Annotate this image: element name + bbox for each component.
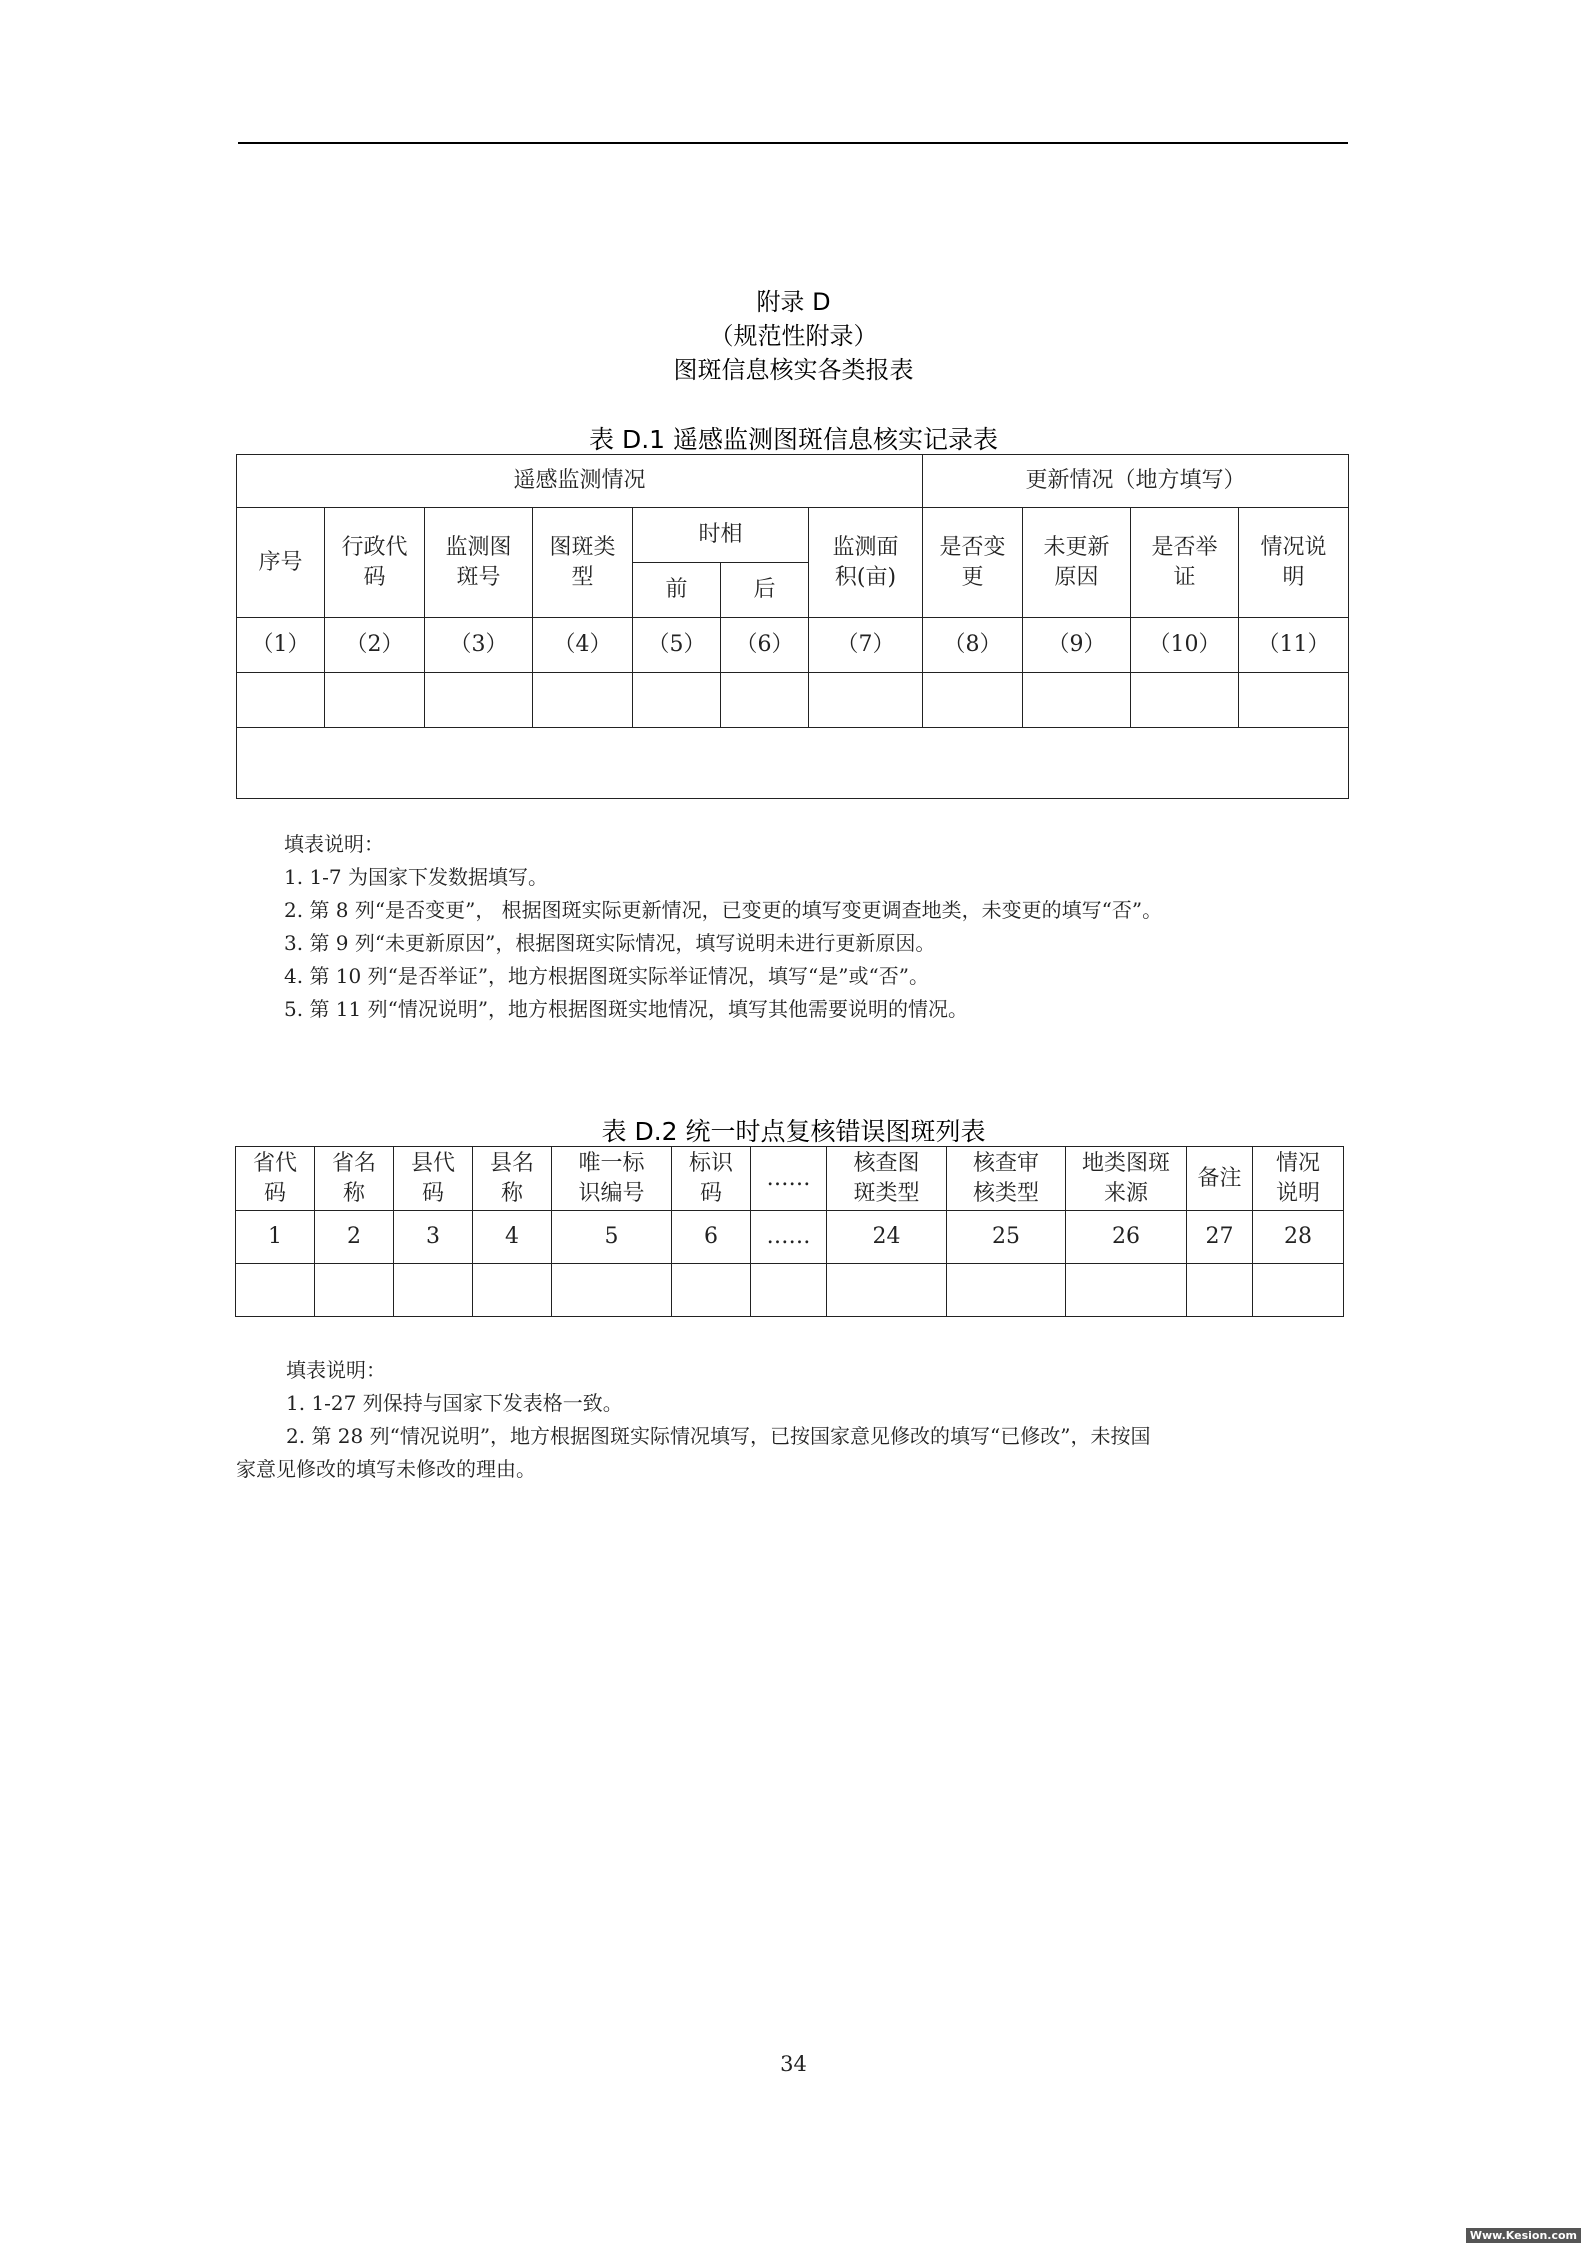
- table2-empty-row: [236, 1264, 1344, 1317]
- table2-header-cell: 省代码: [236, 1147, 315, 1211]
- table2-num-cell: 28: [1253, 1211, 1344, 1264]
- table1-empty-row: [237, 673, 1349, 728]
- table2-header-cell: 核查审核类型: [947, 1147, 1066, 1211]
- table1-header-11: 情况说明: [1239, 508, 1349, 618]
- table1-group-left: 遥感监测情况: [237, 455, 923, 508]
- table1-num-cell: （3）: [425, 618, 533, 673]
- table2-num-cell: ……: [751, 1211, 827, 1264]
- note-item: 1. 1-7 为国家下发数据填写。: [284, 865, 549, 889]
- table1-header-9: 未更新原因: [1023, 508, 1131, 618]
- table2-num-cell: 26: [1066, 1211, 1187, 1264]
- table2-header-cell: 标识码: [672, 1147, 751, 1211]
- table1-header-4: 图斑类型: [533, 508, 633, 618]
- page-number: 34: [780, 2052, 807, 2076]
- table1-num-cell: （11）: [1239, 618, 1349, 673]
- note-item: 4. 第 10 列“是否举证”，地方根据图斑实际举证情况，填写“是”或“否”。: [284, 964, 929, 988]
- table2-num-cell: 6: [672, 1211, 751, 1264]
- table1-title: 表 D.1 遥感监测图斑信息核实记录表: [589, 425, 998, 454]
- table2-header-cell: 县代码: [394, 1147, 473, 1211]
- table1-num-cell: （7）: [809, 618, 923, 673]
- table1-num-cell: （8）: [923, 618, 1023, 673]
- note-item-continued: 家意见修改的填写未修改的理由。: [236, 1457, 536, 1481]
- table1-notes: [284, 828, 1162, 1026]
- table1-num-cell: （10）: [1131, 618, 1239, 673]
- table2-header-cell: 县名称: [473, 1147, 552, 1211]
- table2-num-cell: 3: [394, 1211, 473, 1264]
- table1-header-6: 后: [721, 563, 809, 618]
- note-item: 5. 第 11 列“情况说明”，地方根据图斑实地情况，填写其他需要说明的情况。: [284, 997, 969, 1021]
- table2-header-cell: 唯一标识编号: [552, 1147, 672, 1211]
- table2-header-cell: 核查图斑类型: [827, 1147, 947, 1211]
- table1-header-8: 是否变更: [923, 508, 1023, 618]
- appendix-title: 附录 D: [756, 288, 831, 316]
- table1-header-3: 监测图斑号: [425, 508, 533, 618]
- table1-num-cell: （5）: [633, 618, 721, 673]
- table1: [236, 454, 1349, 799]
- table1-header-7: 监测面积(亩): [809, 508, 923, 618]
- table1-header-1: 序号: [237, 508, 325, 618]
- table2-title: 表 D.2 统一时点复核错误图斑列表: [601, 1117, 986, 1146]
- header-rule: [238, 142, 1348, 144]
- table1-group-right: 更新情况（地方填写）: [923, 455, 1349, 508]
- table2-num-cell: 2: [315, 1211, 394, 1264]
- note-item: 1. 1-27 列保持与国家下发表格一致。: [286, 1391, 623, 1415]
- table2-header-cell: 备注: [1187, 1147, 1253, 1211]
- table2-num-cell: 24: [827, 1211, 947, 1264]
- note-item: 3. 第 9 列“未更新原因”，根据图斑实际情况，填写说明未进行更新原因。: [284, 931, 936, 955]
- table2-num-cell: 4: [473, 1211, 552, 1264]
- table2-num-cell: 1: [236, 1211, 315, 1264]
- table2-notes: [236, 1354, 1151, 1486]
- table1-num-cell: （4）: [533, 618, 633, 673]
- table2-num-cell: 25: [947, 1211, 1066, 1264]
- table1-num-cell: （1）: [237, 618, 325, 673]
- table2-header-cell: ……: [751, 1147, 827, 1211]
- table1-header-2: 行政代码: [325, 508, 425, 618]
- notes-heading: 填表说明：: [286, 1358, 386, 1382]
- table1-empty-row-wide: [237, 728, 1349, 799]
- table1-header-5-6: 时相: [633, 508, 809, 563]
- watermark: Www.Kesion.com: [1466, 2228, 1581, 2243]
- table2-header-cell: 地类图斑来源: [1066, 1147, 1187, 1211]
- table2-header-cell: 省名称: [315, 1147, 394, 1211]
- table1-header-5: 前: [633, 563, 721, 618]
- appendix-subtitle: （规范性附录）: [709, 322, 878, 350]
- note-item: 2. 第 28 列“情况说明”，地方根据图斑实际情况填写，已按国家意见修改的填写“已修改”，未按国: [286, 1424, 1151, 1448]
- table1-num-cell: （6）: [721, 618, 809, 673]
- table2: [235, 1146, 1344, 1317]
- table1-num-cell: （9）: [1023, 618, 1131, 673]
- table2-header-cell: 情况说明: [1253, 1147, 1344, 1211]
- note-item: 2. 第 8 列“是否变更”， 根据图斑实际更新情况，已变更的填写变更调查地类，未变更的填写“否”。: [284, 898, 1163, 922]
- table2-num-cell: 27: [1187, 1211, 1253, 1264]
- table1-header-10: 是否举证: [1131, 508, 1239, 618]
- table1-num-cell: （2）: [325, 618, 425, 673]
- notes-heading: 填表说明：: [284, 832, 384, 856]
- appendix-heading: 图斑信息核实各类报表: [673, 356, 914, 384]
- table2-num-cell: 5: [552, 1211, 672, 1264]
